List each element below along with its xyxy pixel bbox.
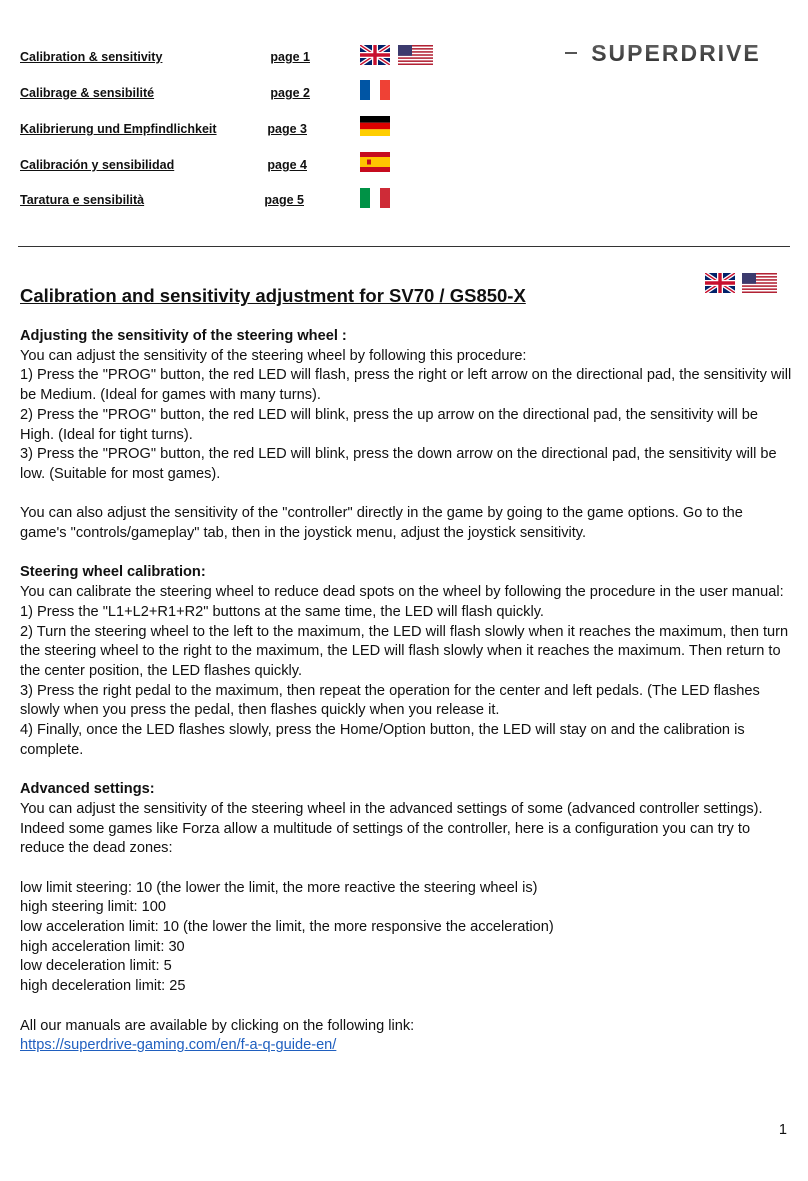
toc-page[interactable]: page 2 (270, 86, 310, 100)
page-title: Calibration and sensitivity adjustment for SV70 / GS850-X (20, 285, 526, 306)
manuals-link[interactable]: https://superdrive-gaming.com/en/f-a-q-guide-en/ (20, 1037, 337, 1054)
spacer (20, 544, 792, 564)
toc-title[interactable]: Calibración y sensibilidad (20, 158, 175, 172)
toc-entry-english[interactable] (20, 50, 310, 70)
paragraph: 1) Press the "PROG" button, the red LED will flash, press the right or left arrow on the directional pad, the sensitivity will be Medium. (Ideal for games with many turns). (20, 367, 792, 404)
setting-line: high acceleration limit: 30 (20, 938, 185, 955)
setting-line: high steering limit: 100 (20, 899, 167, 916)
toc-title[interactable]: Calibrage & sensibilité (20, 86, 155, 100)
germany-flag-icon (360, 116, 390, 136)
setting-line: low deceleration limit: 5 (20, 958, 172, 975)
toc-page[interactable]: page 5 (264, 193, 304, 207)
paragraph: All our manuals are available by clicking on the following link: (20, 1017, 415, 1034)
paragraph: 3) Press the "PROG" button, the red LED will blink, press the down arrow on the directional pad, the sensitivity will be low. (Suitable for most games). (20, 446, 777, 482)
paragraph: 2) Turn the steering wheel to the left to the maximum, the LED will flash slowly when it reaches the maximum, then turn the steering wheel to the right to the maximum, the LED will flash slowly when it reaches the maximum. Then return to the center position, the LED flashes quickly. (20, 623, 789, 679)
paragraph: 4) Finally, once the LED flashes slowly, press the Home/Option button, the LED will stay on and the calibration is complete. (20, 722, 745, 758)
paragraph: You can also adjust the sensitivity of the "controller" directly in the game by going to the game options. Go to the game's "controls/gameplay" tab, then in the joystick menu, adjust the joystick sensitivity. (20, 505, 743, 542)
section-heading: Steering wheel calibration: (20, 564, 206, 581)
spacer (20, 859, 792, 879)
paragraph: You can adjust the sensitivity of the steering wheel by following this procedure: (20, 347, 527, 364)
spain-flag-icon (360, 152, 390, 172)
us-flag-icon (398, 45, 433, 65)
spacer (20, 997, 792, 1017)
toc-title[interactable]: Taratura e sensibilità (20, 193, 145, 207)
spacer (20, 485, 792, 505)
spacer (20, 760, 792, 780)
paragraph: 3) Press the right pedal to the maximum, then repeat the operation for the center and left pedals. (The LED flashes slowly when you press the pedal, then flashes quickly when you release it. (20, 682, 760, 719)
setting-line: high deceleration limit: 25 (20, 978, 186, 995)
page-number: 1 (778, 1122, 787, 1138)
document-body (20, 327, 792, 1056)
toc-page[interactable]: page 3 (267, 122, 307, 136)
toc-page[interactable]: page 4 (267, 158, 307, 172)
paragraph: 1) Press the "L1+L2+R1+R2" buttons at the same time, the LED will flash quickly. (20, 603, 544, 620)
superdrive-logo (565, 40, 787, 66)
setting-line: low acceleration limit: 10 (the lower the limit, the more responsive the acceleration) (20, 919, 554, 936)
paragraph: 2) Press the "PROG" button, the red LED will blink, press the up arrow on the directional pad, the sensitivity will be High. (Ideal for tight turns). (20, 406, 758, 443)
toc-title[interactable]: Calibration & sensitivity (20, 50, 163, 64)
toc-title[interactable]: Kalibrierung und Empfindlichkeit (20, 122, 217, 136)
italy-flag-icon (360, 188, 390, 208)
uk-flag-icon (360, 45, 390, 65)
france-flag-icon (360, 80, 390, 100)
paragraph: You can adjust the sensitivity of the steering wheel in the advanced settings of some (advanced controller settings). Indeed some games like Forza allow a multitude of settings of the controller, here is a configuration you can try to reduce the dead zones: (20, 800, 763, 857)
uk-flag-icon (705, 273, 735, 293)
paragraph: You can calibrate the steering wheel to reduce dead spots on the wheel by following the procedure in the user manual: (20, 584, 784, 601)
setting-line: low limit steering: 10 (the lower the limit, the more reactive the steering wheel is) (20, 879, 538, 896)
section-heading: Adjusting the sensitivity of the steering wheel : (20, 328, 347, 344)
toc-entry-french[interactable] (20, 86, 310, 106)
toc-entry-italian[interactable] (20, 193, 310, 213)
toc-entry-german[interactable] (20, 122, 310, 142)
section-heading: Advanced settings: (20, 781, 155, 798)
section-divider (18, 246, 790, 247)
logo-text: SUPERDRIVE (591, 40, 761, 66)
toc-entry-spanish[interactable] (20, 158, 310, 178)
us-flag-icon (742, 273, 777, 293)
toc-page[interactable]: page 1 (270, 50, 310, 64)
